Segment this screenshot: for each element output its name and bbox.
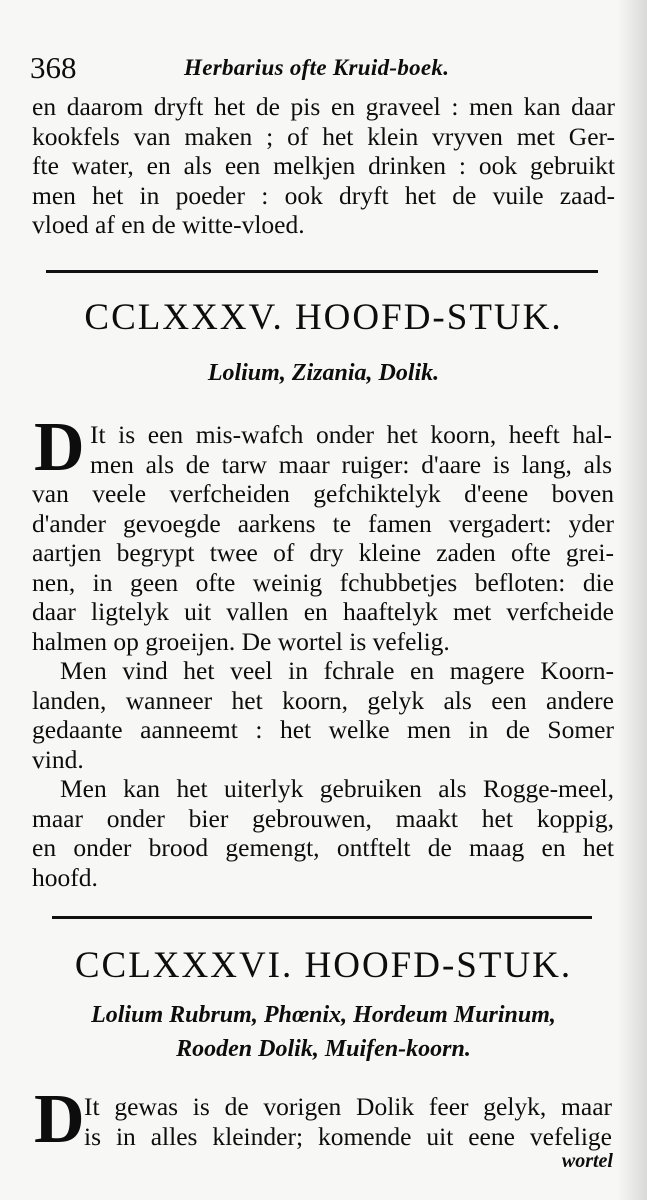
- text-line: en onder brood gemengt, ontftelt de maag en het: [32, 833, 614, 862]
- text-line: is in alles kleinder; komende uit eene vefelige: [84, 1121, 612, 1151]
- chapter-paragraph-3: [32, 774, 614, 892]
- page-number: 368: [30, 50, 77, 85]
- chapter-latin-names: Rooden Dolik, Muifen-koorn.: [176, 1036, 471, 1062]
- drop-cap: D: [34, 409, 85, 486]
- chapter-latin-names: Lolium Rubrum, Phœnix, Hordeum Murinum,: [91, 1002, 556, 1028]
- text-line: daar ligtelyk uit vallen en haaftelyk met verfcheide: [32, 597, 614, 626]
- text-line: maar onder bier gebrouwen, maakt het koppig,: [32, 803, 614, 833]
- chapter-paragraph-1-indented: [90, 420, 612, 479]
- text-line: It gewas is de vorigen Dolik feer gelyk, maar: [84, 1092, 612, 1121]
- section-divider: [46, 270, 598, 273]
- chapter-paragraph-1: [32, 479, 614, 656]
- chapter-paragraph-1-indented: [84, 1092, 612, 1151]
- chapter-paragraph-2: [32, 656, 614, 774]
- chapter-heading: CCLXXXVI. HOOFD-STUK.: [74, 945, 573, 986]
- text-line: men als de tarw maar ruiger: d'aare is lang, als: [90, 449, 612, 479]
- text-line: men het in poeder : ook dryft het de vuile zaad-: [32, 180, 615, 210]
- text-line: kookfels van maken ; of het klein vryven met Ger-: [32, 121, 615, 151]
- text-line: halmen op groeijen. De wortel is vefelig.: [32, 626, 450, 656]
- text-line: landen, wanneer het koorn, gelyk als een andere: [32, 685, 614, 715]
- text-line: Men kan het uiterlyk gebruiken als Rogge-meel,: [60, 774, 614, 803]
- running-head: [30, 50, 619, 90]
- text-line: fte water, en als een melkjen drinken : ook gebruikt: [32, 151, 615, 180]
- chapter-heading: CCLXXXV. HOOFD-STUK.: [84, 297, 563, 338]
- chapter-latin-names: Lolium, Zizania, Dolik.: [207, 360, 440, 386]
- book-title: Herbarius ofte Kruid-boek.: [184, 55, 450, 80]
- text-line: vind.: [32, 744, 84, 774]
- text-line: gedaante aanneemt : het welke men in de Somer: [32, 715, 614, 744]
- text-line: en daarom dryft het de pis en graveel : men kan daar: [32, 92, 615, 121]
- section-divider: [52, 916, 592, 919]
- text-line: van veele verfcheiden gefchiktelyk d'eene boven: [32, 479, 614, 508]
- drop-cap: D: [34, 1081, 85, 1158]
- text-line: Men vind het veel in fchrale en magere Koorn-: [60, 656, 614, 685]
- text-line: aartjen begrypt twee of dry kleine zaden ofte grei-: [32, 538, 614, 567]
- text-line: It is een mis-wafch onder het koorn, heeft hal-: [90, 420, 612, 449]
- catchword: wortel: [561, 1150, 613, 1172]
- text-line: d'ander gevoegde aarkens te famen vergadert: yder: [32, 508, 614, 538]
- intro-text: [32, 92, 615, 240]
- text-line: hoofd.: [32, 862, 98, 892]
- text-line: nen, in geen ofte weinig fchubbetjes befloten: die: [32, 567, 614, 597]
- text-line: vloed af en de witte-vloed.: [32, 210, 305, 239]
